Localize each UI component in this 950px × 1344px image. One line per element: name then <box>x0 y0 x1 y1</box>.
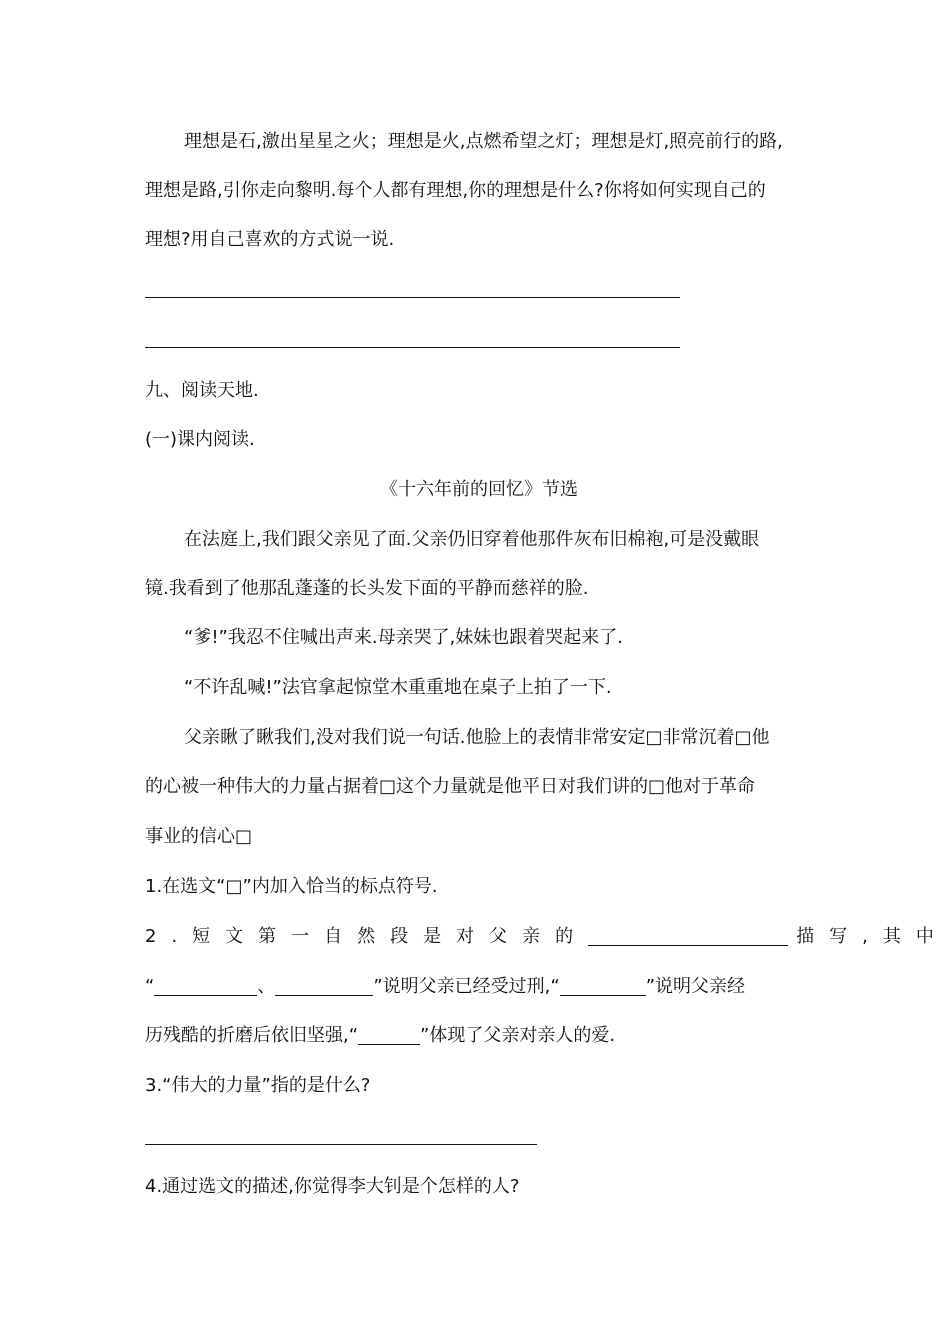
passage-p3: “不许乱喊!”法官拿起惊堂木重重地在桌子上拍了一下. <box>184 677 612 698</box>
passage-p4-line-3: 事业的信心□ <box>145 826 253 847</box>
passage-p4-line-1: 父亲瞅了瞅我们,没对我们说一句话.他脸上的表情非常安定□非常沉着□他 <box>184 727 770 748</box>
question-2-open-quote: “ <box>145 976 155 997</box>
passage-p1-line-1: 在法庭上,我们跟父亲见了面.父亲仍旧穿着他那件灰布旧棉袍,可是没戴眼 <box>184 529 760 550</box>
q2-blank-description-type[interactable] <box>588 925 788 946</box>
answer-line-q3[interactable] <box>145 1144 537 1145</box>
question-2-line-1 <box>145 925 949 949</box>
passage-p4-line-2: 的心被一种伟大的力量占据着□这个力量就是他平日对我们讲的□他对于革命 <box>145 776 756 797</box>
question-2-text-e: 历残酷的折磨后依旧坚强,“ <box>145 1025 359 1046</box>
q2-blank-love[interactable] <box>358 1024 420 1045</box>
passage-p2: “爹!”我忍不住喊出声来.母亲哭了,妹妹也跟着哭起来了. <box>184 627 624 648</box>
question-2-text-a: 2.短文第一自然段是对父亲的 <box>145 926 589 947</box>
q2-blank-torture-1[interactable] <box>154 975 257 996</box>
prompt-line-1: 理想是石,激出星星之火；理想是火,点燃希望之灯；理想是灯,照亮前行的路, <box>184 131 783 152</box>
q2-blank-torture-2[interactable] <box>275 975 373 996</box>
passage-p1-line-2: 镜.我看到了他那乱蓬蓬的长头发下面的平静而慈祥的脸. <box>145 578 589 599</box>
prompt-line-3: 理想?用自己喜欢的方式说一说. <box>145 229 395 250</box>
q2-blank-strong[interactable] <box>560 975 646 996</box>
section-heading: 九、阅读天地. <box>145 380 259 401</box>
question-2-separator: 、 <box>257 976 276 997</box>
passage-title: 《十六年前的回忆》节选 <box>380 479 578 500</box>
question-2-line-3 <box>145 1024 615 1048</box>
prompt-line-2: 理想是路,引你走向黎明.每个人都有理想,你的理想是什么?你将如何实现自己的 <box>145 180 766 201</box>
question-2-text-f: ”体现了父亲对亲人的爱. <box>420 1025 616 1046</box>
answer-line-2[interactable] <box>145 347 680 348</box>
question-2-line-2 <box>145 975 745 999</box>
question-3: 3.“伟大的力量”指的是什么? <box>145 1075 371 1096</box>
sub-heading: (一)课内阅读. <box>145 429 255 450</box>
question-1: 1.在选文“□”内加入恰当的标点符号. <box>145 876 438 897</box>
answer-line-1[interactable] <box>145 297 680 298</box>
question-2-text-d: ”说明父亲经 <box>645 976 746 997</box>
question-2-text-c: ”说明父亲已经受过刑,“ <box>373 976 560 997</box>
question-4: 4.通过选文的描述,你觉得李大钊是个怎样的人? <box>145 1176 520 1197</box>
question-2-text-b: 描写,其中 <box>796 926 949 947</box>
